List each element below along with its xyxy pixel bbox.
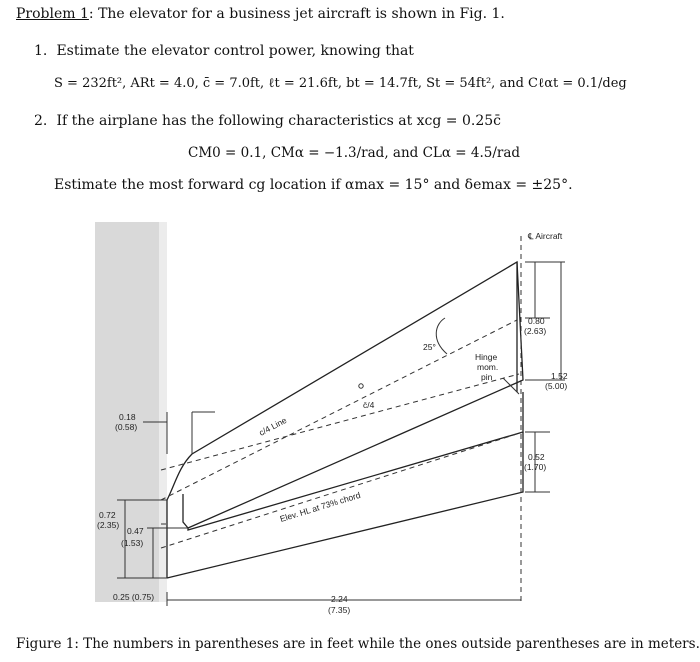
dim-235: (2.35) <box>97 520 120 530</box>
fuselage-shade-edge <box>159 222 167 602</box>
root-fairing <box>183 494 188 528</box>
dim-018: 0.18 <box>119 412 136 422</box>
dim-058: (0.58) <box>115 422 138 432</box>
item-2 <box>34 113 501 129</box>
stabilizer-planform <box>167 262 523 528</box>
item-1-number: 1. <box>34 43 48 59</box>
dim-735: (7.35) <box>328 605 351 615</box>
stabilizer-outline <box>167 262 523 578</box>
elevator-diagram <box>95 222 590 622</box>
dim-170: (1.70) <box>524 462 547 472</box>
dim-047: 0.47 <box>127 526 144 536</box>
item-1 <box>34 43 414 59</box>
hinge-label-3: pin <box>481 372 493 382</box>
elevator-hinge-line <box>188 392 523 530</box>
dim-224: 2.24 <box>331 594 348 604</box>
item-2-question: Estimate the most forward cg location if αmax = 15° and δemax = ±25°. <box>54 177 573 193</box>
dim-052: 0.52 <box>528 452 545 462</box>
quarter-chord-label: c̄/4 <box>363 400 375 410</box>
elevator-trailing-edge <box>167 432 523 578</box>
item-2-text: If the airplane has the following characteristics at xcg = 0.25c̄ <box>56 113 502 129</box>
sweep-angle-arc <box>436 318 447 354</box>
dim-072: 0.72 <box>99 510 116 520</box>
dim-500: (5.00) <box>545 381 568 391</box>
elevator-outline <box>167 392 523 578</box>
item-1-equation: S = 232ft², ARt = 4.0, c̄ = 7.0ft, ℓt = 21.6ft, bt = 14.7ft, St = 54ft², and Cℓαt = 0.1/deg <box>54 76 627 91</box>
figure-caption: Figure 1: The numbers in parentheses are in feet while the ones outside parentheses are in meters. <box>16 636 700 652</box>
quarter-chord-point <box>359 384 363 388</box>
c4-line-label: c/4 Line <box>257 414 289 438</box>
item-1-text: Estimate the elevator control power, knowing that <box>56 43 414 59</box>
item-2-number: 2. <box>34 113 48 129</box>
hinge-label-2: mom. <box>477 362 499 372</box>
problem-intro: : The elevator for a business jet aircraft is shown in Fig. 1. <box>88 6 505 22</box>
hinge-label-1: Hinge <box>475 352 498 362</box>
elev-hl-label: Elev. HL at 73% chord <box>278 489 362 524</box>
elevator-edge-dashed <box>161 374 519 470</box>
quarter-chord-line <box>161 320 517 500</box>
aircraft-label: ℄ Aircraft <box>528 231 563 241</box>
dim-025: 0.25 (0.75) <box>113 592 155 602</box>
dim-080: 0.80 <box>528 316 545 326</box>
dim-153: (1.53) <box>121 538 144 548</box>
dim-152: 1.52 <box>551 371 568 381</box>
item-2-equation: CM0 = 0.1, CMα = −1.3/rad, and CLα = 4.5/rad <box>188 145 521 161</box>
elevator-hl-line <box>161 432 523 548</box>
sweep-angle-label: 25° <box>423 342 436 352</box>
problem-heading: Problem 1 <box>16 6 89 22</box>
dim-263: (2.63) <box>524 326 547 336</box>
problem-title <box>16 6 505 22</box>
elevator-figure <box>95 222 590 622</box>
